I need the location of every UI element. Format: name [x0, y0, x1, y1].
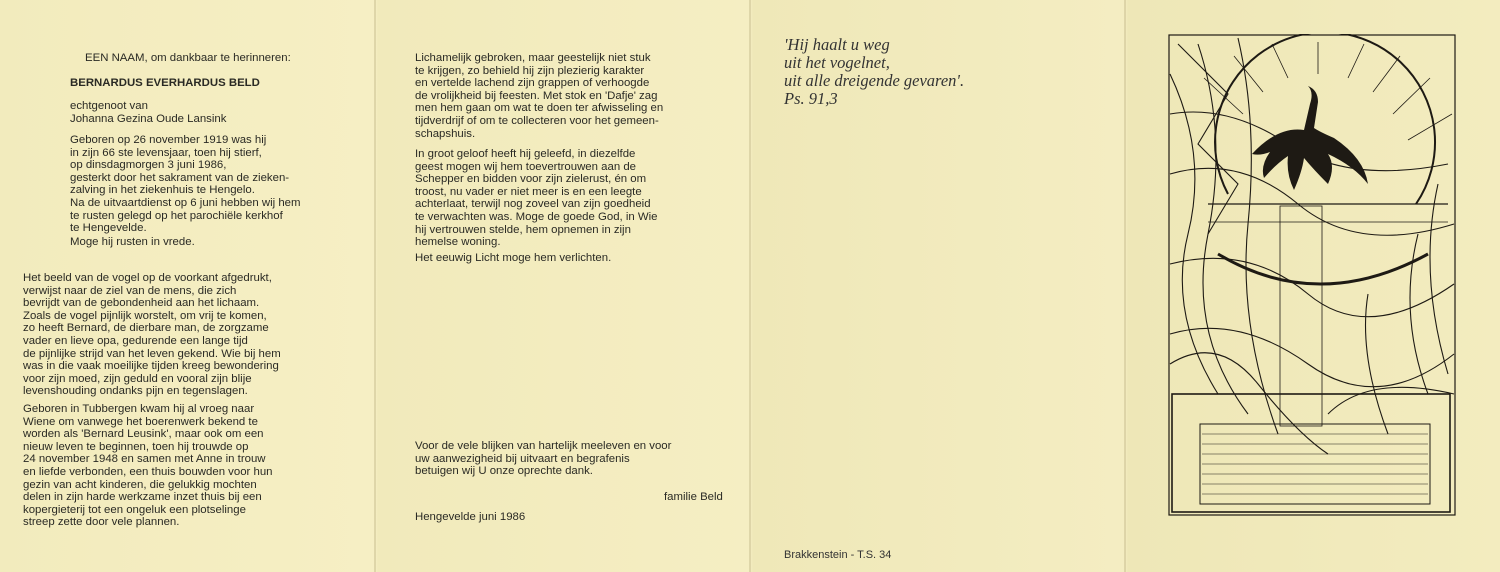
thanks-paragraph: Voor de vele blijken van hartelijk meeleven en voor uw aanwezigheid bij uitvaart en begrafenis betuigen wij U onze oprechte dank.: [415, 440, 672, 478]
deceased-name: BERNARDUS EVERHARDUS BELD: [70, 77, 260, 89]
rest-line: Moge hij rusten in vrede.: [70, 236, 195, 248]
sun-rays: [1204, 42, 1452, 140]
printer-imprint: Brakkenstein - T.S. 34: [784, 549, 892, 561]
psalm-verse: 'Hij haalt u weg uit het vogelnet, uit alle dreigende gevaren'. Ps. 91,3: [784, 35, 965, 108]
card-heading: EEN NAAM, om dankbaar te herinneren:: [85, 52, 291, 64]
bird-net-illustration: [1168, 34, 1456, 516]
faith-paragraph: In groot geloof heeft hij geleefd, in diezelfde geest mogen wij hem toevertrouwen aan de Schepper en bidden voor zijn zielerust, én om troost, nu vader er niet meer is en een leegte achterlaat, terwijl nog zoveel van zijn goedheid te verwachten was. Moge de goede God, in Wie hij vertrouwen stelde, hem opnemen in zijn hemelse woning.: [415, 148, 658, 249]
bio-text: Geboren op 26 november 1919 was hij in zijn 66 ste levensjaar, toen hij stierf, op dinsdagmorgen 3 juni 1986, gesterkt door het sakrament van de zieken- zalving in het ziekenhuis te Hengelo. Na de uitvaartdienst op 6 juni hebben wij hem te rusten gelegd op het parochiële kerkhof te Hengevelde.: [70, 134, 301, 235]
spouse-line: echtgenoot van Johanna Gezina Oude Lansink: [70, 100, 227, 125]
bird-shape: [1252, 86, 1368, 190]
table-lines: [1202, 434, 1428, 494]
fold-line: [1124, 0, 1126, 572]
bird-paragraph: Het beeld van de vogel op de voorkant afgedrukt, verwijst naar de ziel van de mens, die zich bevrijdt van de gebondenheid aan het lichaam. Zoals de vogel pijnlijk worstelt, om vrij te komen, zo heeft Bernard, de dierbare man, de zorgzame vader en lieve opa, gedurende een lange tijd de pijnlijke strijd van het leven gekend. Wie bij hem was in die vaak moeilijke tijden kreeg bewondering voor zijn moed, zijn geduld en vooral zijn blije levenshouding ondanks pijn en tegenslagen.: [23, 272, 281, 398]
fold-line: [749, 0, 751, 572]
family-signature: familie Beld: [664, 491, 723, 503]
table-box: [1172, 394, 1450, 512]
bowl-arc: [1218, 254, 1428, 284]
eternal-light-line: Het eeuwig Licht moge hem verlichten.: [415, 252, 612, 264]
place-date: Hengevelde juni 1986: [415, 511, 526, 523]
life-paragraph: Geboren in Tubbergen kwam hij al vroeg naar Wiene om vanwege het boerenwerk bekend te worden als 'Bernard Leusink', maar ook om een nieuw leven te beginnen, toen hij trouwde op 24 november 1948 en samen met Anne in trouw en liefde verbonden, een thuis bouwden voor hun gezin van acht kinderen, die gelukkig mochten delen in zijn harde werkzame inzet thuis bij een kopergieterij tot een ongeluk een plotselinge streep zette door vele plannen.: [23, 403, 273, 529]
character-paragraph: Lichamelijk gebroken, maar geestelijk niet stuk te krijgen, zo behield hij zijn plezierig karakter en vertelde lachend zijn grappen of verhoogde de vrolijkheid bij feesten. Met stok en 'Dafje' zag men hem gaan om wat te doen ter afwisseling en tijdverdrijf of om te collecteren voor het gemeen- schapshuis.: [415, 52, 664, 140]
fold-line: [374, 0, 376, 572]
cross-beam: [1280, 206, 1322, 426]
